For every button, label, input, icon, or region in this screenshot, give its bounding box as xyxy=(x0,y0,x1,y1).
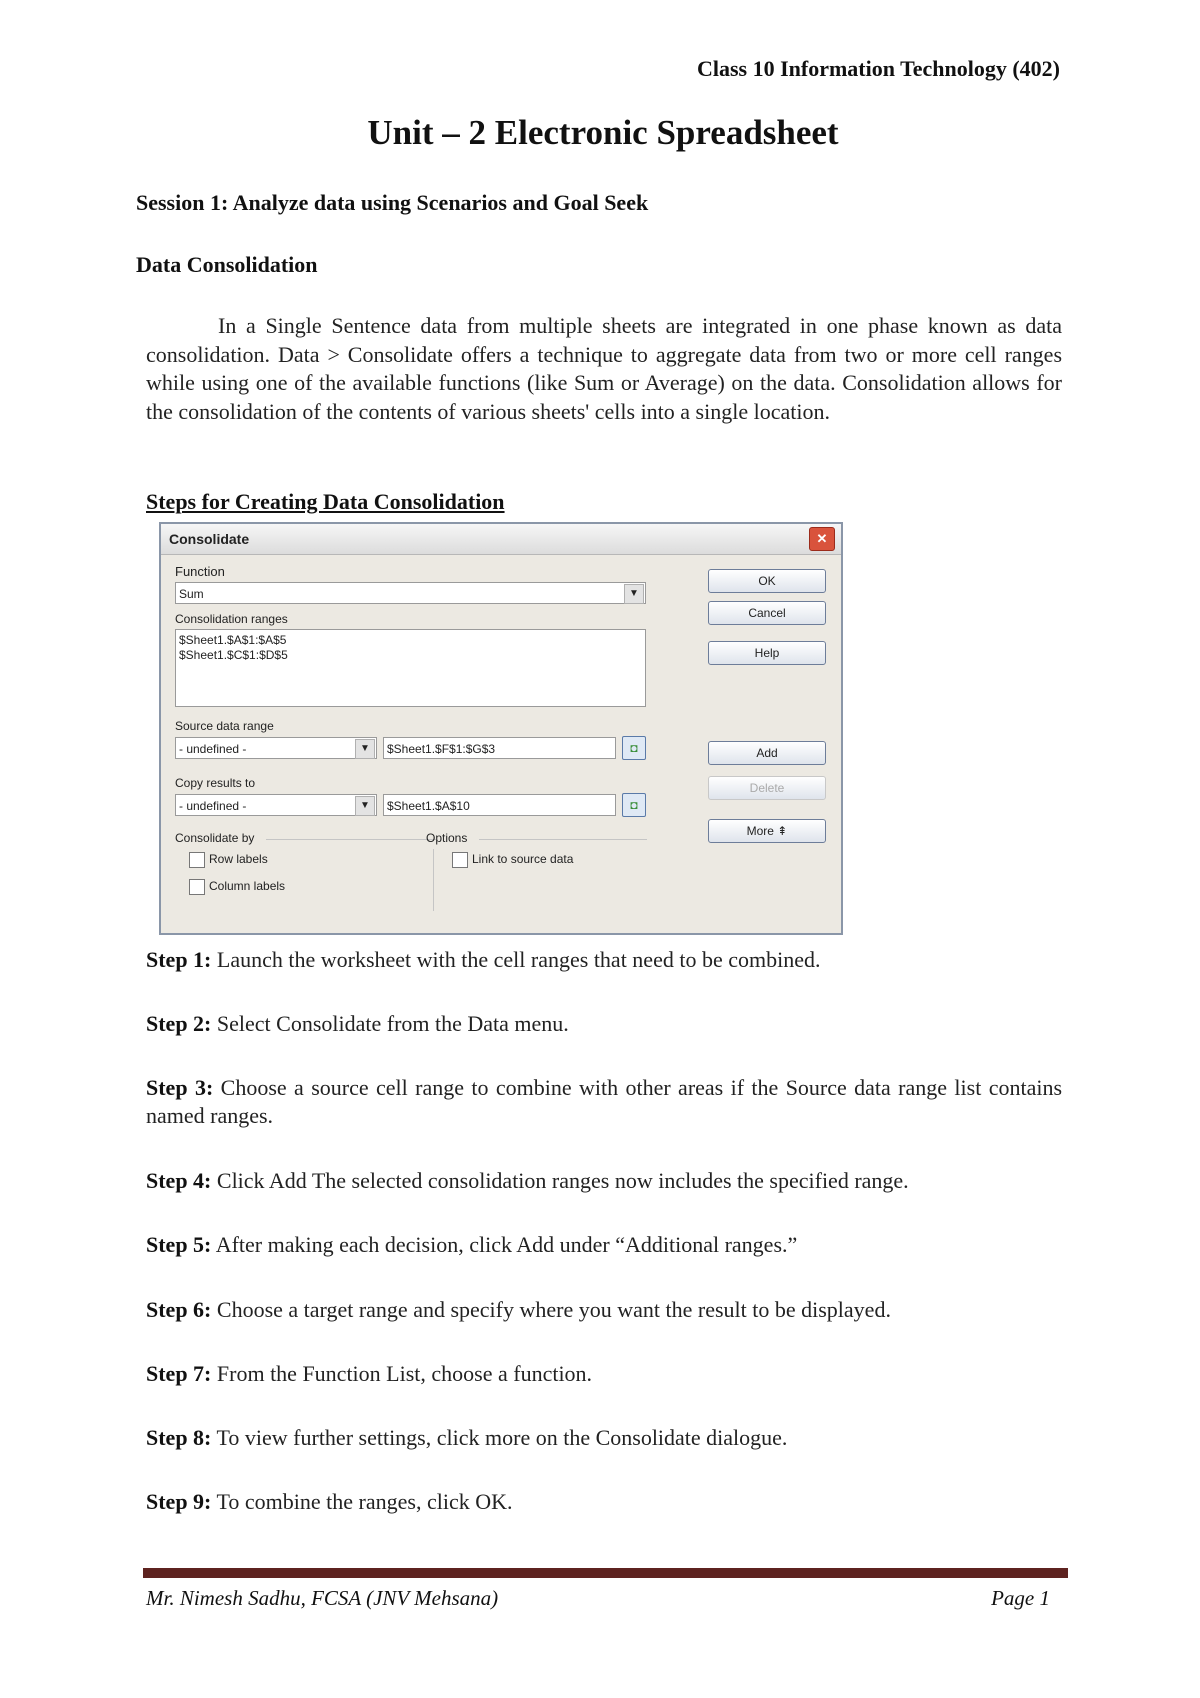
step-item xyxy=(146,1231,1062,1259)
step-text: To combine the ranges, click OK. xyxy=(216,1489,513,1514)
step-label: Step 2: xyxy=(146,1011,212,1036)
row-labels-checkbox[interactable] xyxy=(189,852,205,868)
intro-paragraph: In a Single Sentence data from multiple sheets are integrated in one phase known as data consolidation. Data > Consolidate offers a technique to aggregate data from two or more cell ranges while using one of the available functions (like Sum or Average) on the data. Consolidation allows for the consolidation of the contents of various sheets' cells into a single location. xyxy=(146,313,1062,424)
step-item xyxy=(146,1360,1062,1388)
consolidate-by-label: Consolidate by xyxy=(175,831,255,845)
ok-button[interactable]: OK xyxy=(708,569,826,593)
copy-label: Copy results to xyxy=(175,776,256,790)
cancel-button[interactable]: Cancel xyxy=(708,601,826,625)
step-text: To view further settings, click more on the Consolidate dialogue. xyxy=(216,1425,788,1450)
function-value: Sum xyxy=(179,587,204,601)
delete-button[interactable]: Delete xyxy=(708,776,826,800)
column-labels-label[interactable]: Column labels xyxy=(209,879,286,893)
close-icon[interactable]: ✕ xyxy=(809,527,835,551)
step-item xyxy=(146,1074,1062,1130)
step-item xyxy=(146,946,1062,974)
add-button[interactable]: Add xyxy=(708,741,826,765)
step-item xyxy=(146,1296,1062,1324)
copy-range-input[interactable]: $Sheet1.$A$10 xyxy=(383,794,616,816)
source-label: Source data range xyxy=(175,719,274,733)
page-header: Class 10 Information Technology (402) xyxy=(696,56,1060,81)
function-select[interactable] xyxy=(175,582,646,604)
step-item xyxy=(146,1424,1062,1452)
step-item xyxy=(146,1167,1062,1195)
shrink-picker-icon[interactable]: ◘ xyxy=(622,793,646,817)
copy-select-value: - undefined - xyxy=(179,799,247,813)
step-text: After making each decision, click Add under “Additional ranges.” xyxy=(215,1232,798,1257)
section-heading: Data Consolidation xyxy=(136,252,318,277)
step-text: From the Function List, choose a function. xyxy=(216,1361,593,1386)
step-label: Step 6: xyxy=(146,1297,212,1322)
row-labels-label[interactable]: Row labels xyxy=(209,852,268,866)
divider xyxy=(433,849,434,911)
session-heading: Session 1: Analyze data using Scenarios and Goal Seek xyxy=(136,190,649,215)
page-title: Unit – 2 Electronic Spreadsheet xyxy=(367,113,839,152)
step-label: Step 9: xyxy=(146,1489,212,1514)
range-item[interactable]: $Sheet1.$A$1:$A$5 xyxy=(179,633,287,647)
footer-rule xyxy=(143,1568,1068,1578)
source-select-value: - undefined - xyxy=(179,742,247,756)
chevron-down-icon[interactable]: ▼ xyxy=(624,584,644,604)
step-text: Click Add The selected consolidation ranges now includes the specified range. xyxy=(216,1168,909,1193)
step-label: Step 5: xyxy=(146,1232,212,1257)
range-item[interactable]: $Sheet1.$C$1:$D$5 xyxy=(179,648,288,662)
step-text: Select Consolidate from the Data menu. xyxy=(216,1011,569,1036)
step-item xyxy=(146,1488,1062,1516)
more-button[interactable]: More ⇞ xyxy=(708,819,826,843)
step-text: Choose a source cell range to combine with other areas if the Source data range list contains named ranges. xyxy=(146,1075,1063,1128)
step-label: Step 7: xyxy=(146,1361,212,1386)
steps-heading: Steps for Creating Data Consolidation xyxy=(146,489,505,514)
help-button[interactable]: Help xyxy=(708,641,826,665)
consolidation-ranges-list[interactable] xyxy=(175,629,646,707)
source-select[interactable] xyxy=(175,737,377,759)
step-label: Step 4: xyxy=(146,1168,212,1193)
footer-author: Mr. Nimesh Sadhu, FCSA (JNV Mehsana) xyxy=(146,1586,499,1610)
step-text: Launch the worksheet with the cell ranges that need to be combined. xyxy=(216,947,821,972)
source-range-input[interactable]: $Sheet1.$F$1:$G$3 xyxy=(383,737,616,759)
divider xyxy=(479,839,647,840)
function-label: Function xyxy=(175,564,225,579)
page-number: Page 1 xyxy=(991,1586,1050,1610)
options-label: Options xyxy=(426,831,468,845)
link-source-label[interactable]: Link to source data xyxy=(472,852,574,866)
link-source-checkbox[interactable] xyxy=(452,852,468,868)
copy-select[interactable] xyxy=(175,794,377,816)
step-label: Step 3: xyxy=(146,1075,214,1100)
consolidate-dialog xyxy=(159,522,843,935)
step-label: Step 8: xyxy=(146,1425,212,1450)
chevron-down-icon[interactable]: ▼ xyxy=(355,739,375,759)
column-labels-checkbox[interactable] xyxy=(189,879,205,895)
dialog-titlebar xyxy=(161,524,841,555)
ranges-label: Consolidation ranges xyxy=(175,612,288,626)
step-item xyxy=(146,1010,1062,1038)
shrink-picker-icon[interactable]: ◘ xyxy=(622,736,646,760)
step-text: Choose a target range and specify where you want the result to be displayed. xyxy=(216,1297,891,1322)
step-label: Step 1: xyxy=(146,947,212,972)
chevron-down-icon[interactable]: ▼ xyxy=(355,796,375,816)
divider xyxy=(266,839,436,840)
dialog-title: Consolidate xyxy=(169,531,250,547)
